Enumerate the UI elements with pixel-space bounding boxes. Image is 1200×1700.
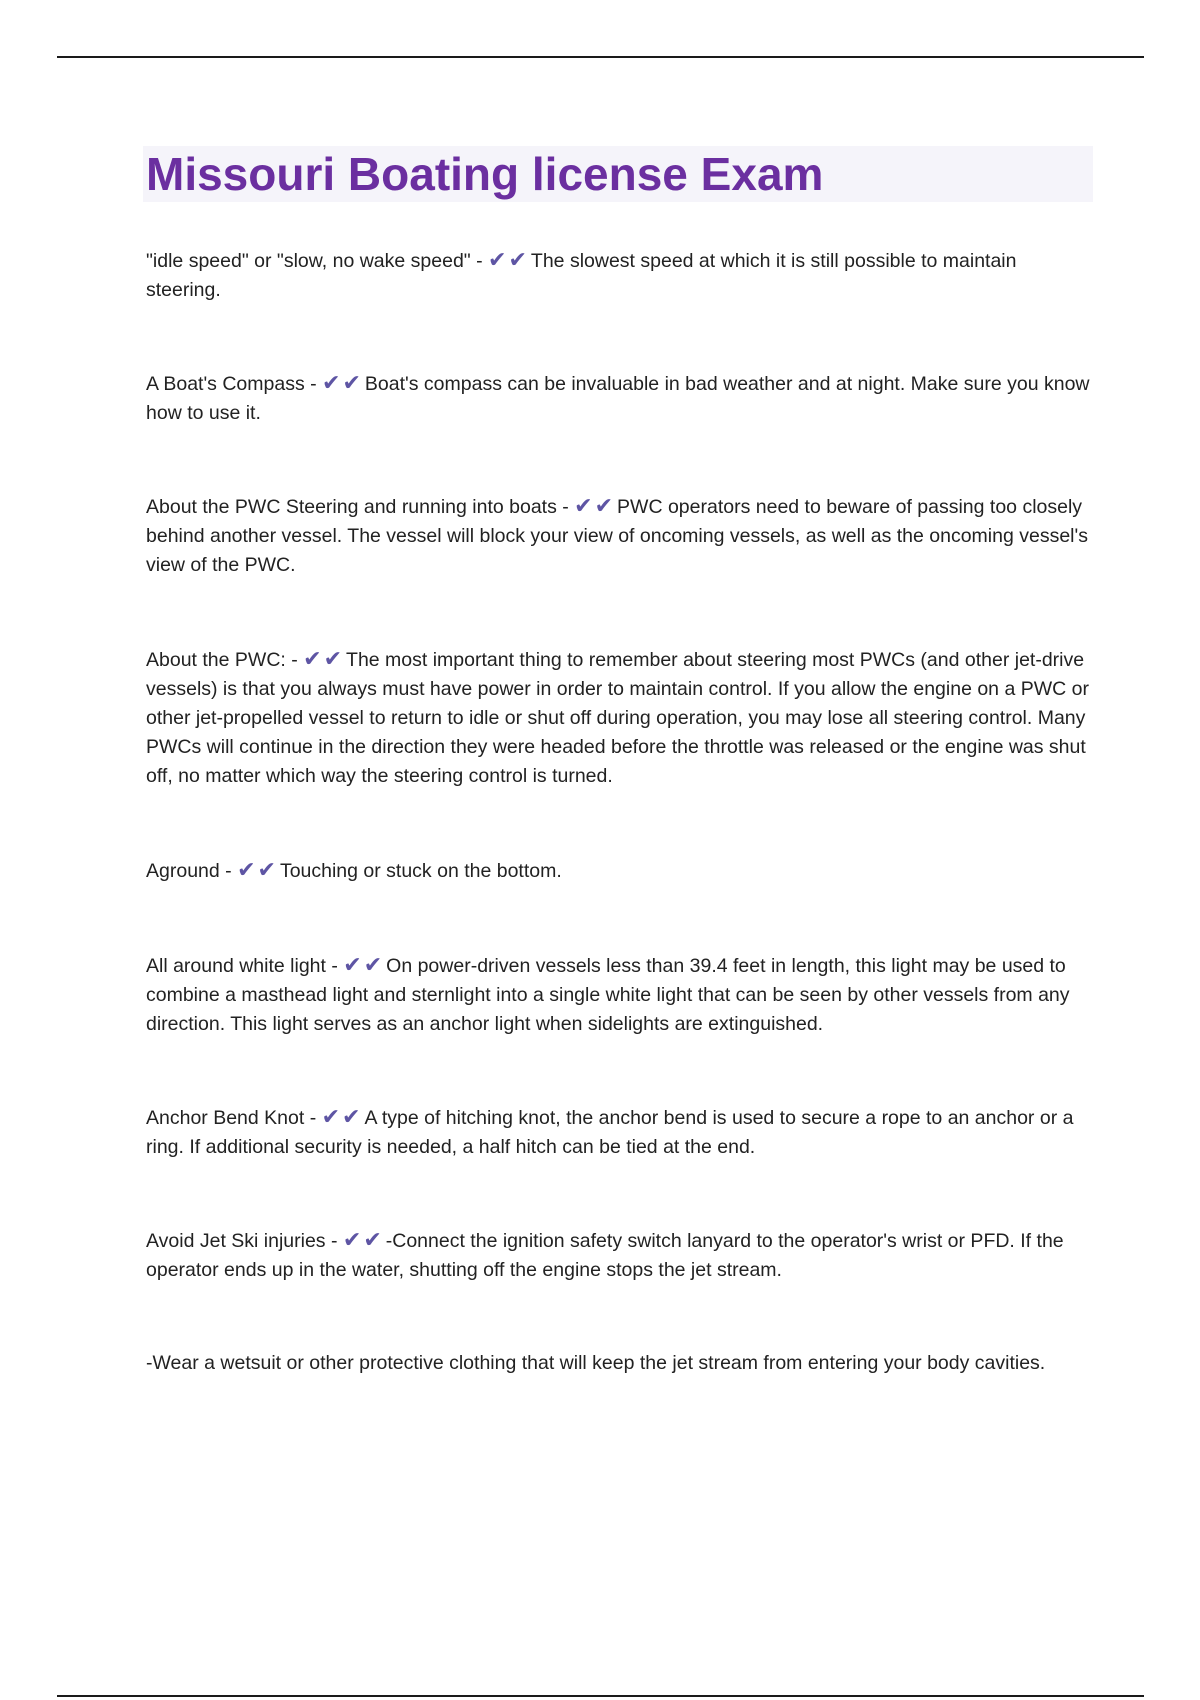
checkmark-icon: ✔ bbox=[323, 646, 343, 671]
flashcard-entry bbox=[146, 493, 1094, 580]
entry-definition: -Connect the ignition safety switch lanyard to the operator's wrist or PFD. If the operator ends up in the water, shutting off the engine stops the jet stream. bbox=[146, 1230, 1064, 1281]
checkmark-icon: ✔ bbox=[574, 493, 593, 518]
checkmark-icon: ✔ bbox=[343, 952, 362, 977]
checkmark-icon: ✔ bbox=[363, 952, 383, 977]
entry-definition: Boat's compass can be invaluable in bad weather and at night. Make sure you know how to use it. bbox=[146, 373, 1090, 424]
flashcard-entry bbox=[146, 1227, 1094, 1285]
entry-definition: Touching or stuck on the bottom. bbox=[279, 860, 562, 882]
entry-term: "idle speed" or "slow, no wake speed" - bbox=[146, 250, 489, 272]
entry-term: Avoid Jet Ski injuries - bbox=[146, 1230, 343, 1252]
checkmark-icon: ✔ bbox=[342, 1104, 361, 1129]
checkmark-icon: ✔ bbox=[508, 247, 527, 272]
checkmark-icon: ✔ bbox=[594, 493, 614, 518]
flashcard-entry bbox=[146, 952, 1094, 1039]
entry-definition: On power-driven vessels less than 39.4 feet in length, this light may be used to combine a masthead light and sternlight into a single white light that can be seen by other vessels from any direction. This light serves as an anchor light when sidelights are extinguished. bbox=[146, 955, 1070, 1035]
checkmark-icon: ✔ bbox=[342, 370, 361, 395]
page-title: Missouri Boating license Exam bbox=[146, 148, 824, 200]
page-top-rule bbox=[57, 56, 1144, 58]
flashcard-entry bbox=[146, 370, 1094, 428]
checkmark-icon: ✔ bbox=[322, 370, 341, 395]
checkmark-icon: ✔ bbox=[257, 857, 276, 882]
entry-definition: The most important thing to remember about steering most PWCs (and other jet-drive vessels) is that you always must have power in order to maintain control. If you allow the engine on a PWC or other jet-propelled vessel to return to idle or shut off during operation, you may lose all steering control. Many PWCs will continue in the direction they were headed before the throttle was released or the engine was shut off, no matter which way the steering control is turned. bbox=[146, 649, 1089, 787]
entry-term: Anchor Bend Knot - bbox=[146, 1107, 322, 1129]
entry-term: A Boat's Compass - bbox=[146, 373, 323, 395]
checkmark-icon: ✔ bbox=[363, 1227, 382, 1252]
entry-definition: The slowest speed at which it is still possible to maintain steering. bbox=[146, 250, 1017, 301]
flashcard-entry bbox=[146, 857, 1094, 886]
flashcard-entry bbox=[146, 247, 1094, 305]
page-bottom-rule bbox=[57, 1695, 1144, 1697]
flashcard-continuation: -Wear a wetsuit or other protective clothing that will keep the jet stream from entering your body cavities. bbox=[146, 1352, 1046, 1374]
entry-definition: PWC operators need to beware of passing too closely behind another vessel. The vessel will block your view of oncoming vessels, as well as the oncoming vessel's view of the PWC. bbox=[146, 496, 1088, 576]
entry-term: Aground - bbox=[146, 860, 238, 882]
checkmark-icon: ✔ bbox=[342, 1227, 362, 1252]
checkmark-icon: ✔ bbox=[237, 857, 256, 882]
entry-term: About the PWC Steering and running into boats - bbox=[146, 496, 575, 518]
entry-term: All around white light - bbox=[146, 955, 344, 977]
flashcard-entry bbox=[146, 646, 1094, 791]
entry-term: About the PWC: - bbox=[146, 649, 304, 671]
flashcard-entry bbox=[146, 1104, 1094, 1162]
entry-definition: A type of hitching knot, the anchor bend is used to secure a rope to an anchor or a ring. If additional security is needed, a half hitch can be tied at the end. bbox=[146, 1107, 1074, 1158]
checkmark-icon: ✔ bbox=[321, 1104, 341, 1129]
checkmark-icon: ✔ bbox=[488, 247, 507, 272]
checkmark-icon: ✔ bbox=[303, 646, 322, 671]
